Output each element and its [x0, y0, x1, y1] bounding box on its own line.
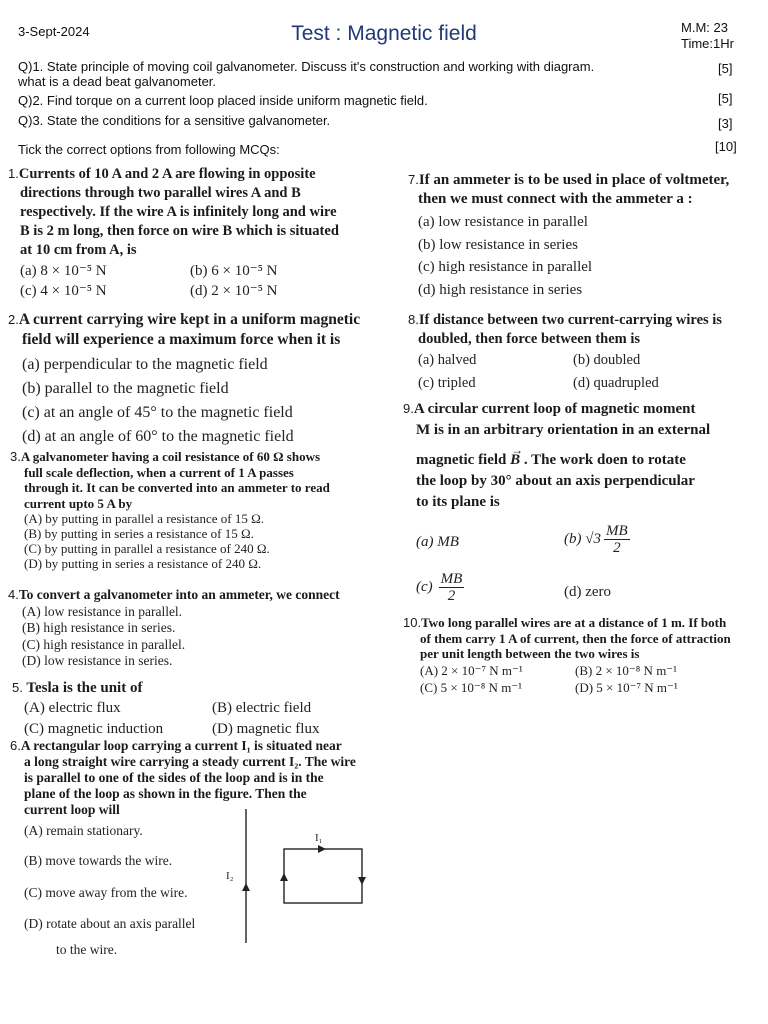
mcq-8: 8.If distance between two current-carrying wires is doubled, then force between them is (a) halved (b) doubled (c) tripled (d) quadrupled: [408, 310, 768, 395]
mcq-5-option-d[interactable]: (D) magnetic flux: [212, 721, 320, 737]
mcq-5-option-c[interactable]: (C) magnetic induction: [24, 721, 164, 737]
mcq-7: 7.If an ammeter is to be used in place of voltmeter, then we must connect with the ammeter a : (a) low resistance in parallel (b) low resistance in series (c) high resistance in parallel (d) high resistance in series: [408, 170, 768, 301]
mcq-6-option-c[interactable]: (C) move away from the wire.: [24, 885, 188, 900]
wire-arrow: [242, 883, 250, 891]
mcq-1-option-b[interactable]: (b) 6 × 10⁻⁵ N: [190, 263, 278, 279]
subjective-q3-marks: [3]: [718, 116, 733, 131]
label-i2: I₂: [226, 870, 234, 882]
current-loop: [284, 849, 362, 903]
mcq-9-option-c-fraction: MB 2: [440, 571, 463, 604]
mcq-7-option-c[interactable]: (c) high resistance in parallel: [418, 259, 593, 275]
mcq-9-option-c[interactable]: (c) MB 2: [416, 571, 463, 604]
mcq-9-option-d[interactable]: (d) zero: [564, 584, 612, 600]
mcq-instruction: Tick the correct options from following MCQs:: [18, 142, 280, 157]
mcq-2-option-c[interactable]: (c) at an angle of 45° to the magnetic field: [22, 404, 293, 421]
mcq-6-option-b[interactable]: (B) move towards the wire.: [24, 853, 173, 868]
mcq-7-option-d[interactable]: (d) high resistance in series: [418, 281, 583, 298]
mcq-1-option-a[interactable]: (a) 8 × 10⁻⁵ N: [20, 263, 107, 279]
mcq-9-option-b-fraction: MB 2: [605, 523, 628, 556]
vector-arrow-icon: →: [511, 443, 524, 457]
mcq-2: 2.A current carrying wire kept in a uniform magnetic field will experience a maximum force when it is (a) perpendicular to the magnetic field (b) parallel to the magnetic field (c) at an angle of 45° to the magnetic field (d) at an angle of 60° to the magnetic field: [8, 310, 408, 449]
mcq-3-option-d[interactable]: (D) by putting in series a resistance of 240 Ω.: [24, 556, 262, 571]
mcq-7-option-a[interactable]: (a) low resistance in parallel: [418, 214, 588, 230]
mcq-5: 5. Tesla is the unit of (A) electric flux (B) electric field (C) magnetic induction (D) magnetic flux: [12, 678, 402, 740]
mcq-5-option-a[interactable]: (A) electric flux: [24, 700, 121, 716]
subjective-q2-marks: [5]: [718, 91, 733, 106]
mcq-4-option-b[interactable]: (B) high resistance in series.: [22, 620, 176, 635]
mcq-8-option-a[interactable]: (a) halved: [418, 352, 477, 368]
mcq-3-option-a[interactable]: (A) by putting in parallel a resistance of 15 Ω.: [24, 511, 264, 526]
mcq-9-option-b[interactable]: (b) √3 MB 2: [564, 523, 628, 556]
max-marks: M.M: 23: [681, 20, 728, 35]
subjective-q3: Q)3. State the conditions for a sensitive galvanometer.: [18, 113, 331, 128]
mcq-10-option-d[interactable]: (D) 5 × 10⁻⁷ N m⁻¹: [575, 679, 678, 695]
marks-and-time: [681, 20, 734, 52]
mcq-4-option-c[interactable]: (C) high resistance in parallel.: [22, 636, 186, 652]
mcq-6-option-d-cont: to the wire.: [56, 942, 118, 957]
mcq-8-option-b[interactable]: (b) doubled: [573, 352, 641, 368]
mcq-6: 6.A rectangular loop carrying a current I₁ is situated near a long straight wire carrying a steady current I₂. The wire is parallel to one of the sides of the loop and is in the plane of the loop as shown in the figure. Then the current loop will: [10, 738, 356, 817]
mcq-10-option-c[interactable]: (C) 5 × 10⁻⁸ N m⁻¹: [420, 679, 523, 695]
mcq-9: 9.A circular current loop of magnetic moment M is in an arbitrary orientation in an external magnetic field → B . The work doen to rotate the loop by 30° about an axis perpendicular to its plane is: [403, 401, 711, 510]
mcq-5-option-b[interactable]: (B) electric field: [212, 700, 312, 716]
mcq-6-option-d[interactable]: (D) rotate about an axis parallel: [24, 916, 196, 931]
mcq-2-option-d[interactable]: (d) at an angle of 60° to the magnetic field: [22, 428, 294, 445]
mcq-4-option-d[interactable]: (D) low resistance in series.: [22, 653, 173, 668]
mcq-9-option-a[interactable]: (a) MB: [416, 534, 459, 550]
loop-arrow-left: [280, 873, 288, 881]
mcq-4: 4.To convert a galvanometer into an ammeter, we connect (A) low resistance in parallel. (B) high resistance in series. (C) high resistance in parallel. (D) low resistance in series.: [8, 587, 408, 670]
mcq-1-option-d[interactable]: (d) 2 × 10⁻⁵ N: [190, 283, 278, 299]
mcq-marks: [10]: [715, 139, 737, 154]
subjective-q1: Q)1. State principle of moving coil galvanometer. Discuss it's construction and working with diagram. what is a dead beat galvanometer.: [18, 59, 595, 89]
subjective-q1-marks: [5]: [718, 61, 733, 76]
test-date: 3-Sept-2024: [18, 24, 90, 39]
mcq-2-option-a[interactable]: (a) perpendicular to the magnetic field: [22, 356, 268, 373]
mcq-8-option-d[interactable]: (d) quadrupled: [573, 375, 659, 391]
subjective-q2: Q)2. Find torque on a current loop placed inside uniform magnetic field.: [18, 93, 428, 108]
page-title: Test : Magnetic field: [291, 22, 477, 45]
mcq-1: 1.Currents of 10 A and 2 A are flowing in opposite directions through two parallel wires A and B respectively. If the wire A is infinitely long and wire B is 2 m long, then force on wire B which is situated at 10 cm from A, is (a) 8 × 10⁻⁵ N (b) 6 × 10⁻⁵ N (c) 4 × 10⁻⁵ N (d) 2 × 10⁻⁵ N: [8, 164, 408, 303]
mcq-3: 3.A galvanometer having a coil resistance of 60 Ω shows full scale deflection, when a current of 1 A passes through it. It can be converted into an ammeter to read current upto 5 A by (A) by putting in parallel a resistance of 15 Ω. (B) by putting in series a resistance of 15 Ω. (C) by putting in parallel a resistance of 240 Ω. (D) by putting in series a resistance of 240 Ω.: [10, 449, 400, 571]
mcq-6-option-a[interactable]: (A) remain stationary.: [24, 823, 143, 838]
time-allowed: Time:1Hr: [681, 36, 734, 51]
mcq-2-option-b[interactable]: (b) parallel to the magnetic field: [22, 380, 229, 397]
loop-arrow-right: [358, 877, 366, 885]
mcq-8-option-c[interactable]: (c) tripled: [418, 375, 476, 391]
mcq-1-option-c[interactable]: (c) 4 × 10⁻⁵ N: [20, 283, 107, 299]
mcq-7-option-b[interactable]: (b) low resistance in series: [418, 236, 578, 253]
mcq-3-option-b[interactable]: (B) by putting in series a resistance of 15 Ω.: [24, 526, 254, 541]
loop-arrow-top: [318, 845, 326, 853]
mcq-10: 10.Two long parallel wires are at a distance of 1 m. If both of them carry 1 A of current, then the force of attraction per unit length between the two wires is (A) 2 × 10⁻⁷ N m⁻¹ (B) 2 × 10⁻⁸ N m⁻¹ (C) 5 × 10⁻⁸ N m⁻¹ (D) 5 × 10⁻⁷ N m⁻¹: [403, 615, 731, 695]
mcq-3-option-c[interactable]: (C) by putting in parallel a resistance of 240 Ω.: [24, 541, 270, 556]
mcq-10-option-a[interactable]: (A) 2 × 10⁻⁷ N m⁻¹: [420, 662, 523, 678]
wire-loop-figure: [220, 805, 380, 945]
label-i1: I₁: [315, 832, 323, 844]
mcq-4-option-a[interactable]: (A) low resistance in parallel.: [22, 603, 183, 619]
mcq-10-option-b[interactable]: (B) 2 × 10⁻⁸ N m⁻¹: [575, 662, 678, 678]
